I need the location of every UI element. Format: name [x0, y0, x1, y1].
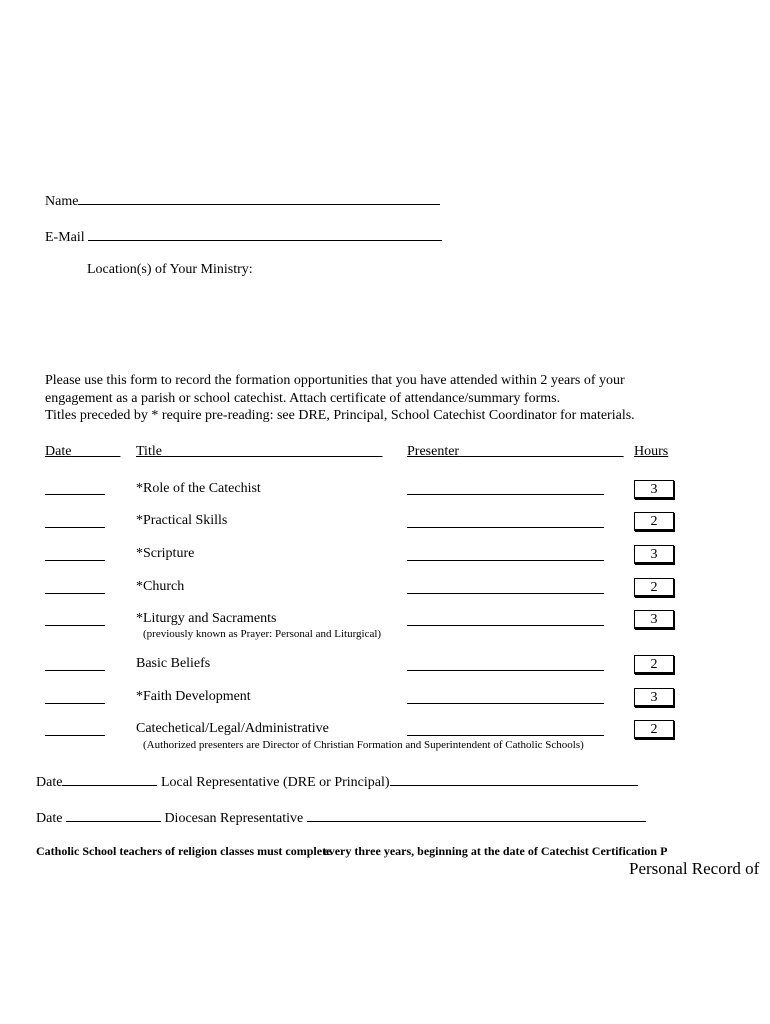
hours-box: 3	[634, 688, 674, 707]
instructions-line-3: Titles preceded by * require pre-reading: see DRE, Principal, School Catechist Coordinator for materials.	[45, 408, 635, 423]
row-title: *Role of the Catechist	[136, 481, 261, 496]
email-label: E-Mail	[45, 230, 85, 245]
name-label: Name	[45, 194, 79, 209]
hours-box: 2	[634, 512, 674, 531]
date-input-line[interactable]	[62, 771, 157, 786]
diocesan-rep-signature-row	[36, 807, 646, 827]
date-input-line[interactable]	[45, 527, 105, 528]
date-input-line[interactable]	[45, 735, 105, 736]
location-label: Location(s) of Your Ministry:	[87, 262, 253, 277]
row-note: (previously known as Prayer: Personal and Liturgical)	[143, 628, 382, 640]
presenter-input-line[interactable]	[407, 593, 604, 594]
hours-box: 2	[634, 578, 674, 597]
diocesan-rep-signature-line[interactable]	[307, 807, 646, 822]
row-title: *Church	[136, 579, 185, 594]
header-title: Title	[136, 444, 162, 459]
email-field-row	[45, 226, 442, 246]
presenter-input-line[interactable]	[407, 703, 604, 704]
diocesan-rep-label: Diocesan Representative	[164, 811, 304, 826]
bold-notice: Catholic School teachers of religion classes must completeevery three years, beginning at the date of Catechist Certification P	[36, 844, 668, 858]
name-field-row	[45, 190, 440, 210]
header-date: Date	[45, 444, 72, 459]
instructions-line-2: engagement as a parish or school catechist. Attach certificate of attendance/summary forms.	[45, 391, 561, 406]
local-rep-label: Local Representative (DRE or Principal)	[160, 775, 390, 790]
email-input-line[interactable]	[88, 226, 442, 241]
date-label: Date	[36, 811, 63, 826]
presenter-input-line[interactable]	[407, 670, 604, 671]
header-hours: Hours	[634, 444, 669, 459]
instructions-line-1: Please use this form to record the formation opportunities that you have attended within 2 years of your	[45, 373, 625, 388]
row-title: *Scripture	[136, 546, 195, 561]
hours-box: 3	[634, 545, 674, 564]
presenter-input-line[interactable]	[407, 527, 604, 528]
date-input-line[interactable]	[45, 703, 105, 704]
presenter-input-line[interactable]	[407, 735, 604, 736]
hours-box: 3	[634, 480, 674, 499]
name-input-line[interactable]	[78, 190, 440, 205]
date-input-line[interactable]	[45, 593, 105, 594]
hours-box: 2	[634, 720, 674, 739]
row-title: Basic Beliefs	[136, 656, 211, 671]
date-input-line[interactable]	[45, 494, 105, 495]
date-input-line[interactable]	[66, 807, 161, 822]
row-title: *Practical Skills	[136, 513, 228, 528]
date-label: Date	[36, 775, 63, 790]
date-input-line[interactable]	[45, 625, 105, 626]
row-title: *Faith Development	[136, 689, 251, 704]
presenter-input-line[interactable]	[407, 494, 604, 495]
presenter-input-line[interactable]	[407, 625, 604, 626]
local-rep-signature-line[interactable]	[390, 771, 638, 786]
presenter-input-line[interactable]	[407, 560, 604, 561]
hours-box: 3	[634, 610, 674, 629]
hours-box: 2	[634, 655, 674, 674]
row-title: *Liturgy and Sacraments	[136, 611, 277, 626]
form-title-fragment: Personal Record of	[629, 859, 760, 878]
date-input-line[interactable]	[45, 560, 105, 561]
local-rep-signature-row	[36, 771, 638, 791]
row-note: (Authorized presenters are Director of Christian Formation and Superintendent of Catholic Schools)	[143, 739, 584, 751]
row-title: Catechetical/Legal/Administrative	[136, 721, 329, 736]
date-input-line[interactable]	[45, 670, 105, 671]
header-presenter: Presenter	[407, 444, 460, 459]
